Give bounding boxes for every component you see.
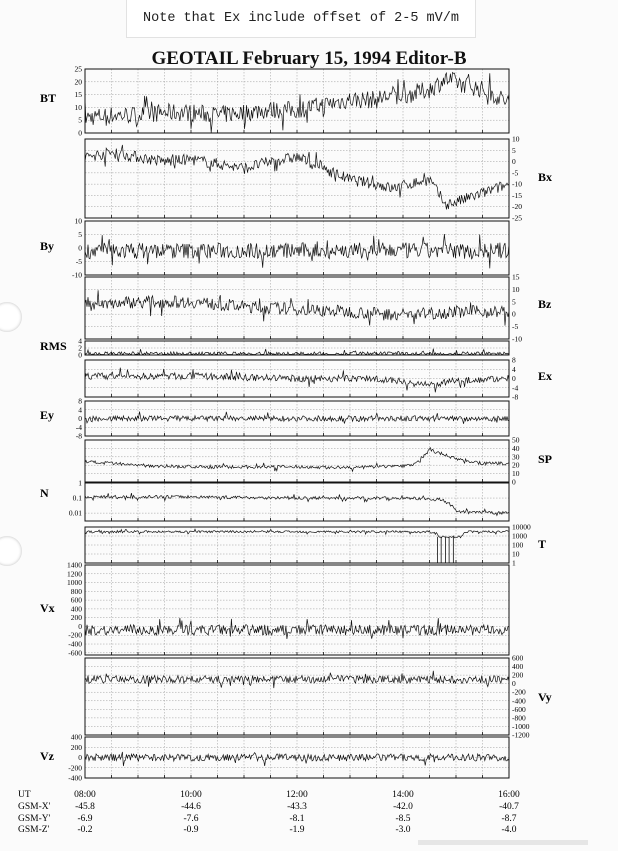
y-tick-label: -8 — [512, 392, 519, 402]
panel-BT — [40, 65, 509, 138]
ephemeris-value: -8.1 — [289, 814, 305, 824]
panel-label-T: T — [538, 537, 547, 551]
ephemeris-table — [18, 790, 520, 835]
ephemeris-value: -0.9 — [183, 825, 199, 835]
y-tick-label: 0 — [78, 128, 82, 138]
y-tick-label: 0 — [78, 243, 82, 253]
chart-title: GEOTAIL February 15, 1994 Editor-B — [151, 48, 467, 69]
y-tick-label: -600 — [512, 704, 526, 714]
y-tick-label: 1 — [512, 558, 516, 568]
y-tick-label: 5 — [78, 115, 82, 125]
x-tick-label: 10:00 — [180, 790, 202, 800]
y-tick-label: 0 — [78, 350, 82, 360]
y-tick-label: 0 — [512, 477, 516, 487]
y-tick-label: 40 — [512, 443, 520, 453]
y-tick-label: 8 — [512, 355, 516, 365]
y-tick-label: -600 — [68, 648, 82, 658]
panel-label-Ex: Ex — [538, 369, 553, 383]
panel-By — [40, 217, 509, 280]
ephemeris-value: -6.9 — [77, 814, 93, 824]
y-tick-label: 100 — [512, 540, 524, 550]
y-tick-label: 4 — [78, 336, 82, 346]
panel-RMS — [40, 337, 509, 360]
panel-Bz — [85, 273, 552, 344]
y-tick-label: 10 — [512, 549, 520, 559]
y-tick-label: -10 — [72, 270, 82, 280]
y-tick-label: 5 — [512, 145, 516, 155]
y-tick-label: -25 — [512, 213, 522, 223]
y-tick-label: 10000 — [512, 522, 531, 532]
panel-Vz — [40, 733, 509, 783]
y-tick-label: 50 — [512, 435, 520, 445]
panel-T — [85, 523, 546, 568]
panel-label-N: N — [40, 486, 49, 500]
x-tick-label: 16:00 — [498, 790, 520, 800]
panel-label-SP: SP — [538, 452, 553, 466]
ephemeris-value: -8.5 — [395, 814, 411, 824]
y-tick-label: 10 — [512, 284, 520, 294]
y-tick-label: 15 — [74, 90, 82, 100]
y-tick-label: -10 — [512, 334, 522, 344]
trace-Ex — [85, 368, 509, 393]
y-tick-label: 1000 — [67, 578, 82, 588]
y-tick-label: -20 — [512, 202, 522, 212]
y-tick-label: 5 — [512, 297, 516, 307]
y-tick-label: 400 — [70, 732, 82, 742]
y-tick-label: 1000 — [512, 531, 527, 541]
y-tick-label: 0.01 — [68, 508, 82, 518]
y-tick-label: 30 — [512, 452, 520, 462]
y-tick-label: 4 — [512, 364, 516, 374]
panel-label-Ey: Ey — [40, 408, 55, 422]
panel-label-By: By — [40, 239, 55, 253]
y-tick-label: 1 — [78, 478, 82, 488]
y-tick-label: -8 — [75, 431, 82, 441]
ephemeris-row-label: GSM-X' — [18, 802, 51, 812]
y-tick-label: 10 — [74, 102, 82, 112]
ephemeris-row-label: UT — [18, 790, 31, 800]
y-tick-label: 400 — [70, 604, 82, 614]
panel-Bx — [85, 135, 552, 223]
y-tick-label: -4 — [512, 383, 519, 393]
ephemeris-value: -7.6 — [183, 814, 199, 824]
y-tick-label: -400 — [68, 639, 82, 649]
y-tick-label: 2 — [78, 343, 82, 353]
panel-label-RMS: RMS — [40, 339, 67, 353]
y-tick-label: -5 — [512, 168, 519, 178]
ephemeris-row-label: GSM-Z' — [18, 825, 50, 835]
x-tick-label: 14:00 — [392, 790, 414, 800]
footer-strip — [0, 839, 618, 851]
y-tick-label: 20 — [512, 460, 520, 470]
ephemeris-value: -3.0 — [395, 825, 411, 835]
y-tick-label: 10 — [512, 469, 520, 479]
y-tick-label: -10 — [512, 179, 522, 189]
y-tick-label: 800 — [70, 586, 82, 596]
panel-label-Vz: Vz — [40, 749, 54, 763]
y-tick-label: -200 — [512, 687, 526, 697]
ephemeris-value: -44.6 — [181, 802, 201, 812]
panel-Ey — [40, 397, 509, 441]
y-tick-label: 600 — [70, 595, 82, 605]
panel-label-Bz: Bz — [538, 297, 552, 311]
panel-Ex — [85, 356, 552, 402]
panel-Vy — [85, 654, 552, 740]
panel-label-Vx: Vx — [40, 601, 55, 615]
panel-label-BT: BT — [40, 91, 57, 105]
y-tick-label: 200 — [70, 742, 82, 752]
y-tick-label: -4 — [75, 422, 82, 432]
ephemeris-value: -8.7 — [501, 814, 517, 824]
y-tick-label: -15 — [512, 190, 522, 200]
offset-note: Note that Ex include offset of 2-5 mV/m — [126, 0, 476, 38]
y-tick-label: 25 — [74, 64, 82, 74]
y-tick-label: 0 — [512, 679, 516, 689]
y-tick-label: 1200 — [67, 569, 82, 579]
y-tick-label: 0 — [78, 414, 82, 423]
panel-label-Bx: Bx — [538, 170, 553, 184]
panel-N — [40, 479, 509, 522]
y-tick-label: -800 — [512, 713, 526, 723]
y-tick-label: -5 — [512, 322, 519, 332]
ephemeris-value: -4.0 — [501, 825, 517, 835]
y-tick-label: 0 — [78, 753, 82, 762]
y-tick-label: -400 — [68, 773, 82, 783]
y-tick-label: 5 — [78, 230, 82, 239]
y-tick-label: 0 — [78, 621, 82, 631]
y-tick-label: 0 — [512, 309, 516, 319]
x-tick-label: 08:00 — [74, 790, 96, 800]
ephemeris-value: -43.3 — [287, 802, 307, 812]
y-tick-label: 1400 — [67, 560, 82, 570]
panel-label-Vy: Vy — [538, 690, 552, 704]
y-tick-label: 200 — [70, 613, 82, 623]
y-tick-label: 0 — [512, 374, 516, 383]
ephemeris-value: -1.9 — [289, 825, 305, 835]
y-tick-label: -200 — [68, 630, 82, 640]
y-tick-label: 20 — [74, 77, 82, 87]
x-tick-label: 12:00 — [286, 790, 308, 800]
y-tick-label: 400 — [512, 662, 524, 672]
y-tick-label: -1000 — [512, 721, 530, 731]
y-tick-label: 10 — [512, 134, 520, 144]
panel-SP — [85, 436, 552, 487]
y-tick-label: -5 — [75, 257, 82, 266]
panel-frame — [85, 658, 509, 735]
y-tick-label: 4 — [78, 405, 82, 415]
y-tick-label: -1200 — [512, 730, 530, 740]
y-tick-label: 10 — [74, 216, 82, 226]
ephemeris-value: -42.0 — [393, 802, 413, 812]
y-tick-label: 0 — [512, 157, 516, 167]
ephemeris-row-label: GSM-Y' — [18, 814, 51, 824]
y-tick-label: -200 — [68, 763, 82, 773]
ephemeris-value: -40.7 — [499, 802, 519, 812]
y-tick-label: 600 — [512, 653, 524, 663]
y-tick-label: 15 — [512, 272, 520, 282]
y-tick-label: -400 — [512, 696, 526, 706]
ephemeris-value: -0.2 — [77, 825, 93, 835]
y-tick-label: 8 — [78, 396, 82, 406]
panel-Vx — [40, 561, 509, 658]
ephemeris-value: -45.8 — [75, 802, 95, 812]
y-tick-label: 200 — [512, 670, 524, 680]
y-tick-label: 0.1 — [72, 493, 82, 503]
